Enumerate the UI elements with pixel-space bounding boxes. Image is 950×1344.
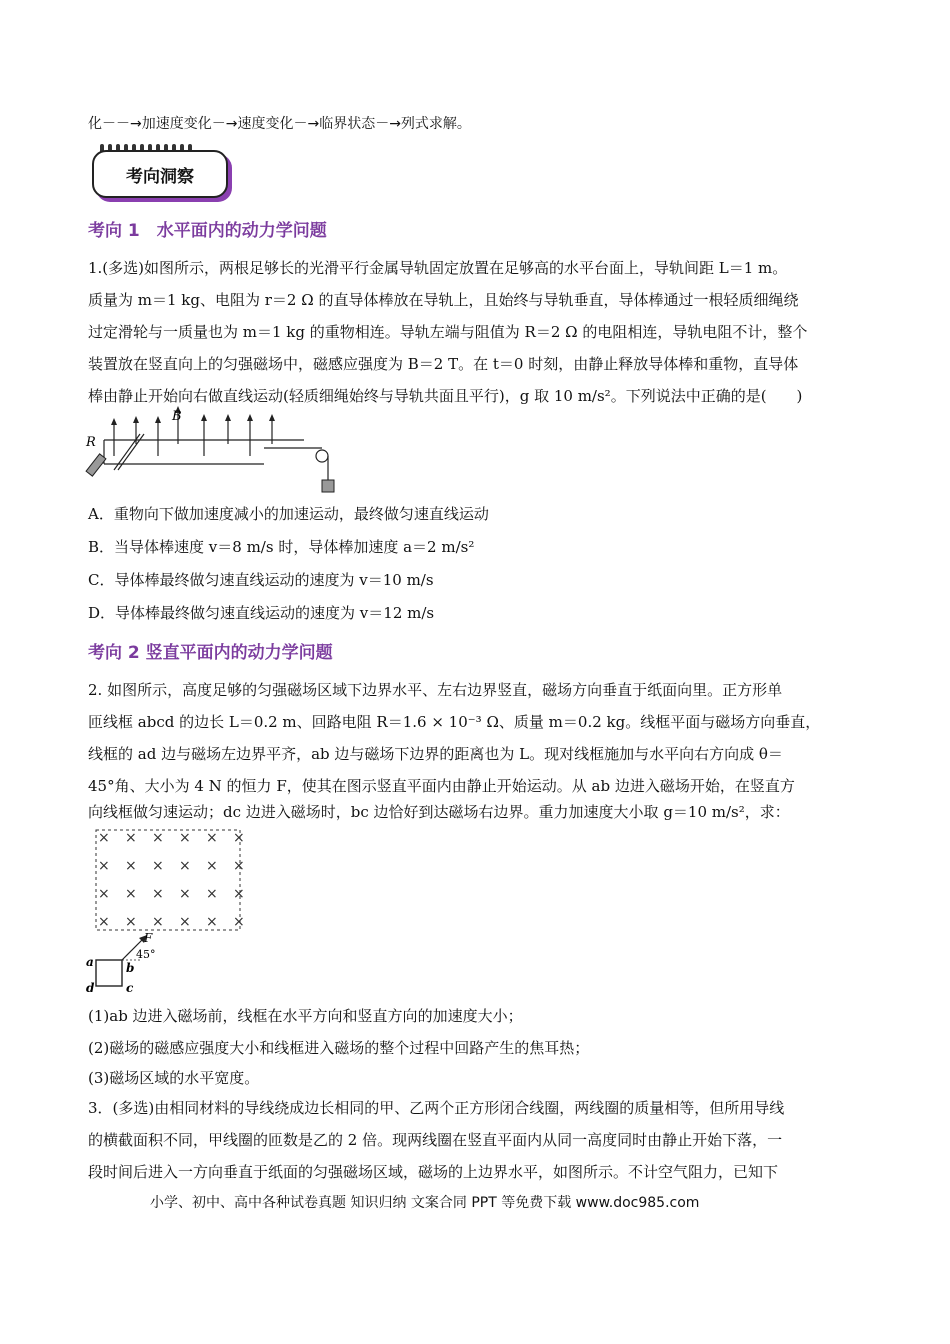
field-cross-mark: × <box>206 914 218 930</box>
resistor-label: R <box>86 435 96 450</box>
field-cross-mark: × <box>179 830 191 846</box>
field-cross-mark: × <box>98 914 110 930</box>
vertex-c-label: c <box>126 981 134 995</box>
q1-option-d: D．导体棒最终做匀速直线运动的速度为 v＝12 m/s <box>88 604 435 622</box>
vertex-d-label: d <box>86 981 95 995</box>
q2-line: 向线框做匀速运动；dc 边进入磁场时，bc 边恰好到达磁场右边界。重力加速度大小取 g＝10 m/s²，求： <box>88 803 790 821</box>
q2-sub-2: (2)磁场的磁感应强度大小和线框进入磁场的整个过程中回路产生的焦耳热； <box>88 1039 590 1057</box>
section2-heading: 考向 2 竖直平面内的动力学问题 <box>88 643 333 663</box>
rail-circuit-figure <box>84 404 344 496</box>
q2-line: 匝线框 abcd 的边长 L＝0.2 m、回路电阻 R＝1.6 × 10⁻³ Ω、质量 m＝0.2 kg。线框平面与磁场方向垂直， <box>88 713 821 731</box>
field-cross-mark: × <box>125 886 137 902</box>
q2-sub-3: (3)磁场区域的水平宽度。 <box>88 1069 260 1087</box>
q2-line: 2. 如图所示，高度足够的匀强磁场区域下边界水平、左右边界竖直，磁场方向垂直于纸面向里。正方形单 <box>88 681 783 699</box>
vertex-b-label: b <box>126 961 135 975</box>
intro-line: 化－－→加速度变化－→速度变化－→临界状态－→列式求解。 <box>88 116 471 132</box>
q1-line: 棒由静止开始向右做直线运动(轻质细绳始终与导轨共面且平行)，g 取 10 m/s²。下列说法中正确的是( ) <box>88 387 803 405</box>
q1-line: 1.(多选)如图所示，两根足够长的光滑平行金属导轨固定放置在足够高的水平台面上，导轨间距 L＝1 m。 <box>88 259 788 277</box>
field-cross-mark: × <box>233 858 245 874</box>
force-label: F <box>144 931 153 945</box>
field-cross-mark: × <box>152 914 164 930</box>
section-badge <box>92 150 228 198</box>
q1-option-a: A．重物向下做加速度减小的加速运动，最终做匀速直线运动 <box>88 505 489 523</box>
q1-line: 过定滑轮与一质量也为 m＝1 kg 的重物相连。导轨左端与阻值为 R＝2 Ω 的电阻相连，导轨电阻不计，整个 <box>88 323 808 341</box>
field-cross-mark: × <box>98 858 110 874</box>
field-label: B <box>172 409 182 424</box>
q1-line: 质量为 m＝1 kg、电阻为 r＝2 Ω 的直导体棒放在导轨上，且始终与导轨垂直，导体棒通过一根轻质细绳绕 <box>88 291 799 309</box>
field-cross-mark: × <box>233 830 245 846</box>
vertex-a-label: a <box>86 955 94 969</box>
q2-line: 45°角、大小为 4 N 的恒力 F，使其在图示竖直平面内由静止开始运动。从 ab 边进入磁场开始，在竖直方 <box>88 777 795 795</box>
field-cross-mark: × <box>206 886 218 902</box>
field-cross-mark: × <box>125 858 137 874</box>
field-cross-mark: × <box>152 858 164 874</box>
field-cross-mark: × <box>206 858 218 874</box>
field-cross-mark: × <box>179 858 191 874</box>
badge-label: 考向洞察 <box>126 167 194 187</box>
q1-line: 装置放在竖直向上的匀强磁场中，磁感应强度为 B＝2 T。在 t＝0 时刻，由静止释放导体棒和重物，直导体 <box>88 355 799 373</box>
q3-line: 的横截面积不同，甲线圈的匝数是乙的 2 倍。现两线圈在竖直平面内从同一高度同时由静止开始下落，一 <box>88 1131 783 1149</box>
q1-option-b: B．当导体棒速度 v＝8 m/s 时，导体棒加速度 a＝2 m/s² <box>88 538 475 556</box>
field-cross-mark: × <box>98 886 110 902</box>
field-cross-mark: × <box>152 830 164 846</box>
page-footer: 小学、初中、高中各种试卷真题 知识归纳 文案合同 PPT 等免费下载 www.doc985.com <box>150 1195 700 1211</box>
field-cross-mark: × <box>98 830 110 846</box>
field-cross-mark: × <box>125 830 137 846</box>
q3-line: 段时间后进入一方向垂直于纸面的匀强磁场区域，磁场的上边界水平，如图所示。不计空气阻力，已知下 <box>88 1163 779 1181</box>
field-cross-mark: × <box>206 830 218 846</box>
q3-line: 3．(多选)由相同材料的导线绕成边长相同的甲、乙两个正方形闭合线圈，两线圈的质量相等，但所用导线 <box>88 1099 785 1117</box>
field-cross-mark: × <box>152 886 164 902</box>
angle-label: 45° <box>136 948 156 961</box>
q2-line: 线框的 ad 边与磁场左边界平齐，ab 边与磁场下边界的距离也为 L。现对线框施加与水平向右方向成 θ＝ <box>88 745 783 763</box>
field-cross-mark: × <box>179 914 191 930</box>
field-cross-mark: × <box>125 914 137 930</box>
q1-option-c: C．导体棒最终做匀速直线运动的速度为 v＝10 m/s <box>88 571 434 589</box>
field-cross-mark: × <box>233 886 245 902</box>
magnetic-field-figure <box>84 826 254 998</box>
field-cross-mark: × <box>179 886 191 902</box>
q2-sub-1: (1)ab 边进入磁场前，线框在水平方向和竖直方向的加速度大小； <box>88 1007 523 1025</box>
field-cross-mark: × <box>233 914 245 930</box>
section1-heading: 考向 1 水平面内的动力学问题 <box>88 221 327 241</box>
